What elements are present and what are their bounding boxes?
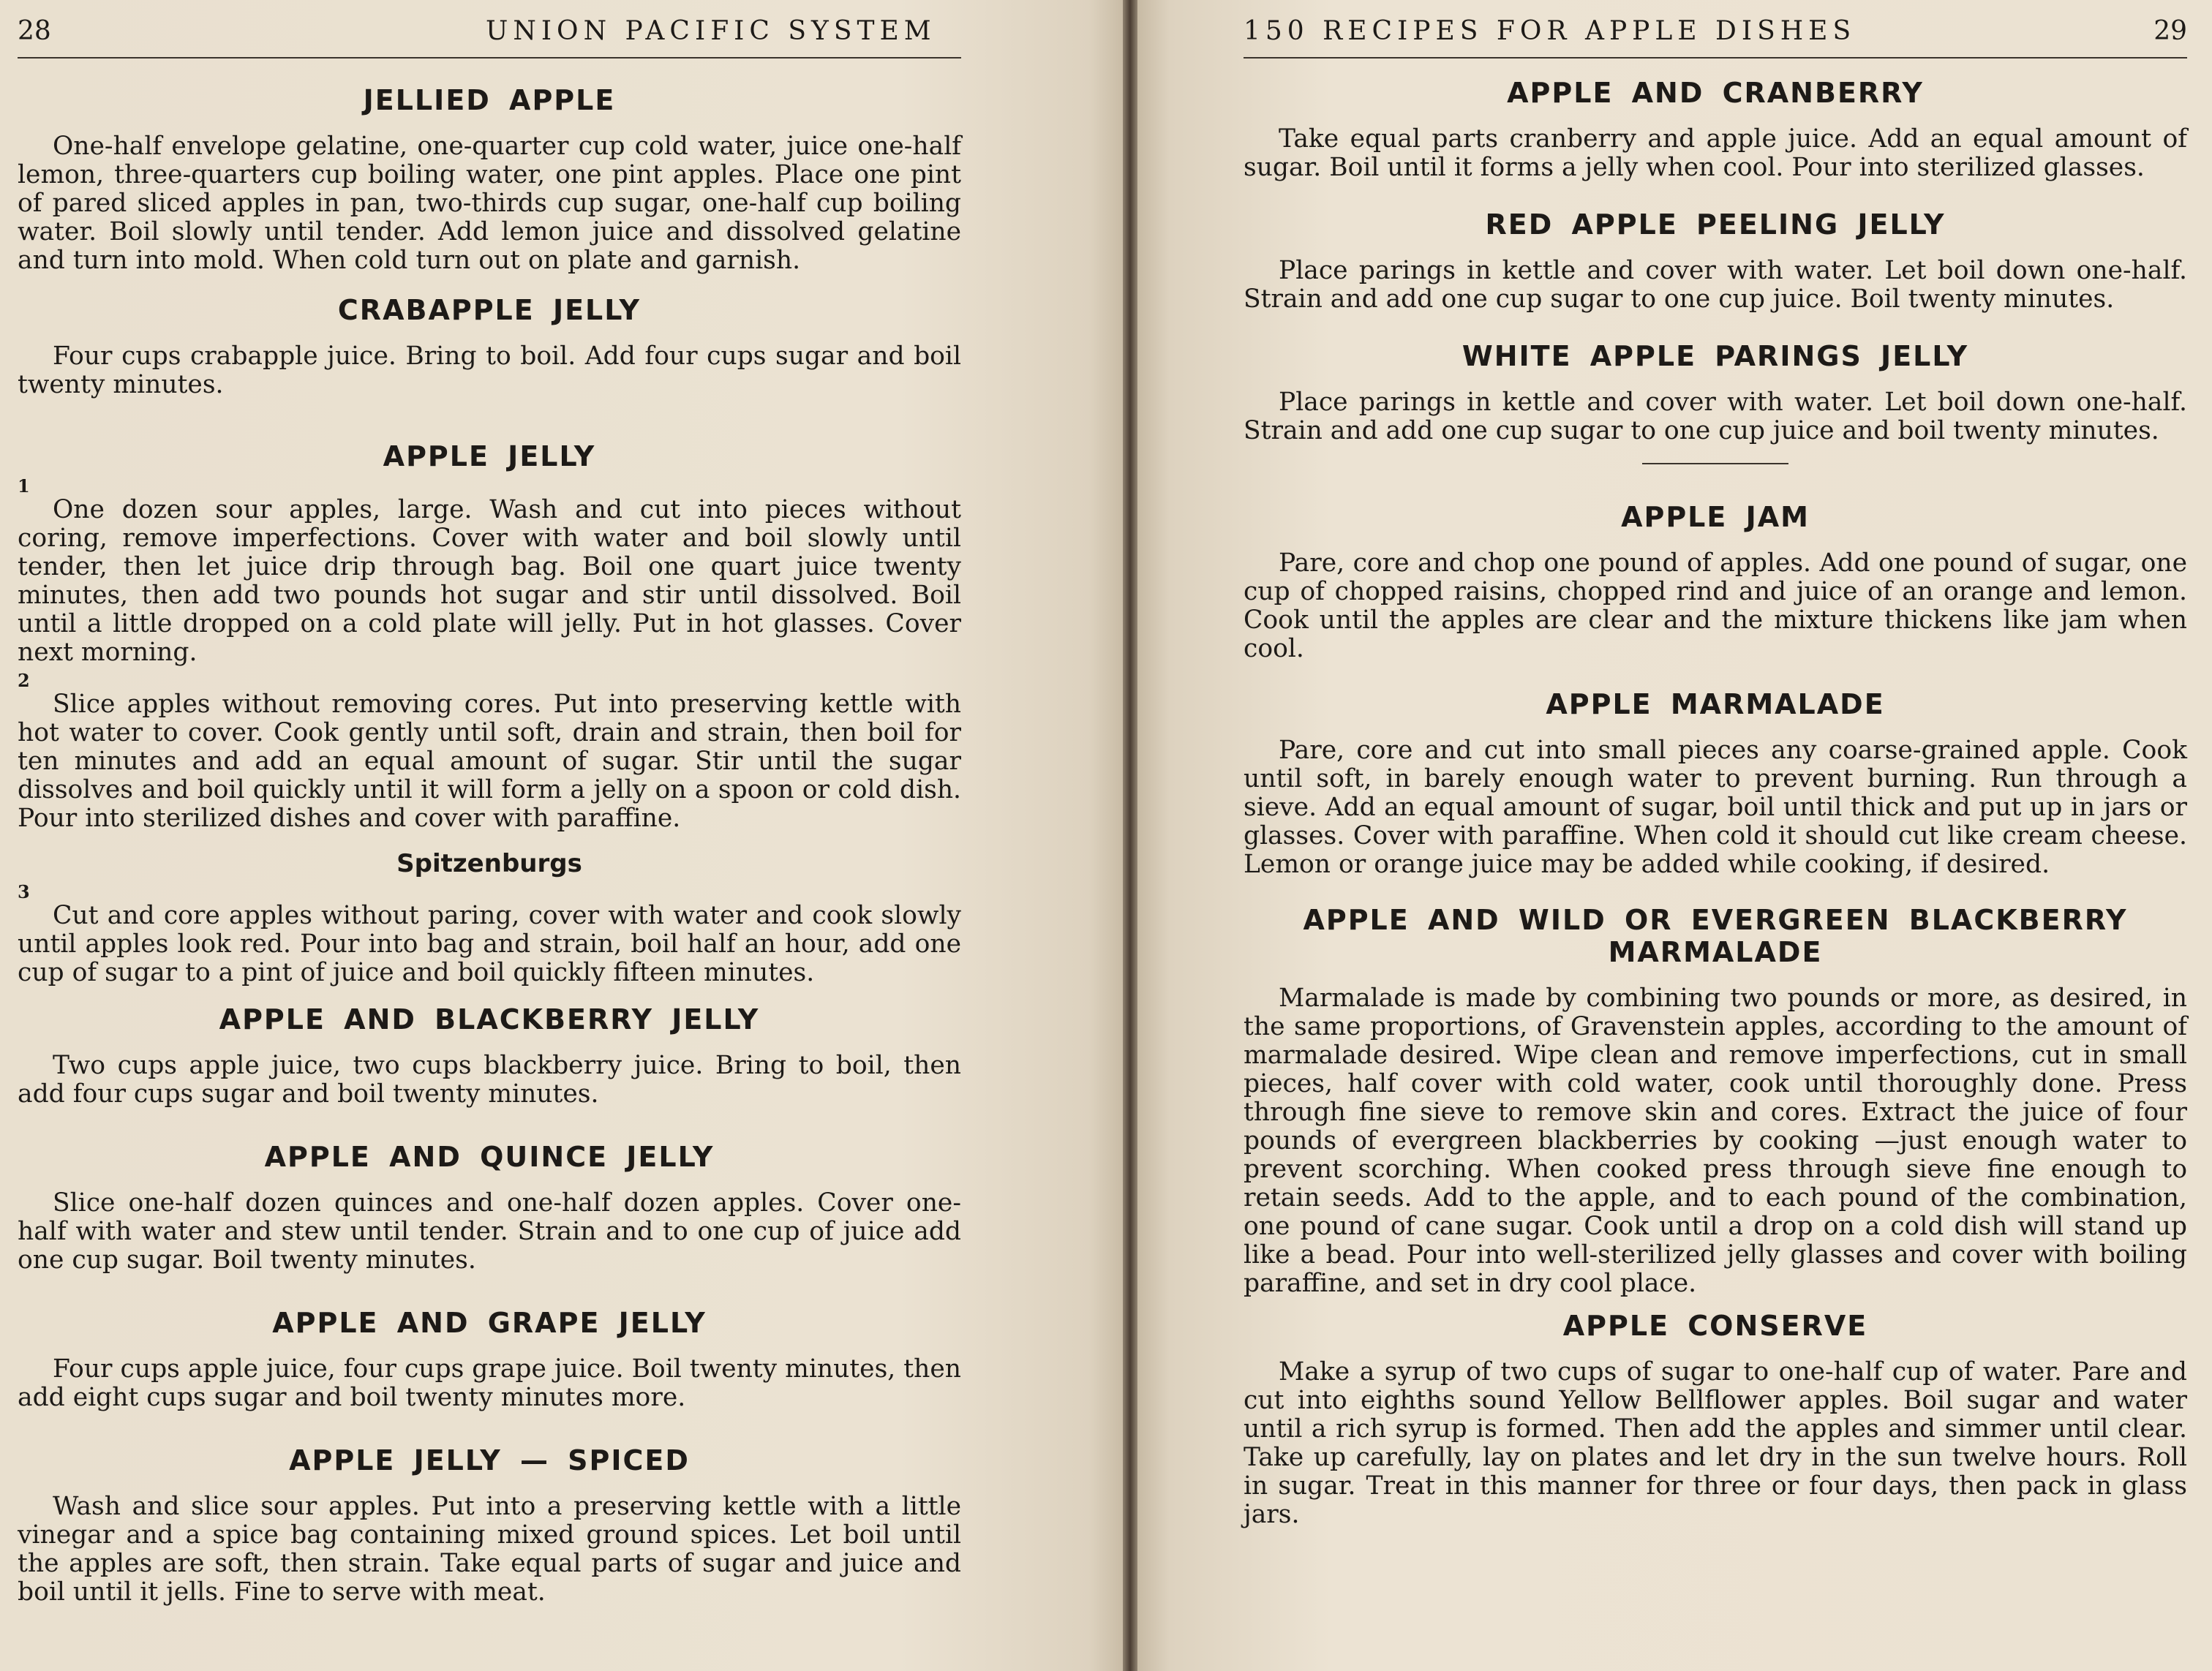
right-page [1137, 0, 2212, 1671]
variant-number: 1 [18, 475, 30, 497]
recipe-text: Wash and slice sour apples. Put into a preserving kettle with a little vinegar and a spice bag containing mixed ground spices. Let boil until the apples are soft, then strain. Take equal parts of sugar and juice and boil until it jells. Fine to serve with meat. [18, 1492, 961, 1607]
recipe-apple-conserve [1244, 1310, 2187, 1529]
recipe-red-apple-peeling-jelly [1244, 208, 2187, 314]
recipe-text: Place parings in kettle and cover with water. Let boil down one-half. Strain and add one cup sugar to one cup juice and boil twenty minutes. [1244, 388, 2187, 445]
recipe-title: APPLE JELLY [383, 440, 596, 472]
recipe-apple-blackberry-marmalade [1244, 904, 2187, 1298]
recipe-text: One-half envelope gelatine, one-quarter cup cold water, juice one-half lemon, three-quarters cup boiling water, one pint apples. Place one pint of pared sliced apples in pan, two-thirds cup sugar, one-half cup boiling water. Boil slowly until tender. Add lemon juice and dissolved gelatine and turn into mold. When cold turn out on plate and garnish. [18, 132, 961, 275]
recipe-title: APPLE CONSERVE [1562, 1310, 1868, 1342]
recipe-apple-quince-jelly [18, 1141, 961, 1275]
recipe-title: JELLIED APPLE [363, 84, 616, 116]
book-gutter [1123, 0, 1137, 1671]
recipe-text: One dozen sour apples, large. Wash and cut into pieces without coring, remove imperfections. Cover with water and boil slowly until tender, then let juice drip through bag. Boil one quart juice twenty minutes, then add two pounds hot sugar and stir until dissolved. Boil until a little dropped on a cold plate will jelly. Put in hot glasses. Cover next morning. [18, 495, 961, 667]
left-running-head [18, 15, 961, 59]
page-number-left: 28 [18, 16, 51, 46]
right-content [1244, 77, 2187, 1561]
recipe-title: APPLE JELLY — SPICED [289, 1444, 690, 1476]
recipe-apple-jelly [18, 440, 961, 987]
variant-number: 2 [18, 670, 30, 691]
recipe-text: Marmalade is made by combining two pounds or more, as desired, in the same proportions, of Gravenstein apples, according to the amount of marmalade desired. Wipe clean and remove imperfections, cut in small pieces, half cover with cold water, cook until thoroughly done. Press through fine sieve to remove skin and cores. Extract the juice of four pounds of evergreen blackberries by cooking —just enough water to prevent scorching. When cooked press through sieve fine enough to retain seeds. Add to the apple, and to each pound of the combination, one pound of cane sugar. Cook until a drop on a cold dish will stand up like a bead. Pour into well-sterilized jelly glasses and cover with boiling paraffine, and set in dry cool place. [1244, 984, 2187, 1298]
recipe-title: APPLE JAM [1621, 501, 1810, 533]
recipe-title: APPLE AND WILD OR EVERGREEN BLACKBERRY MARMALADE [1303, 904, 2128, 968]
recipe-apple-jam [1244, 501, 2187, 663]
running-title-right: 150 RECIPES FOR APPLE DISHES [1244, 16, 1856, 46]
recipe-apple-blackberry-jelly [18, 1003, 961, 1109]
recipe-jellied-apple [18, 84, 961, 275]
variant-number: 3 [18, 881, 30, 902]
recipe-title: APPLE AND BLACKBERRY JELLY [219, 1003, 760, 1036]
section-divider [1642, 463, 1788, 464]
recipe-apple-jelly-spiced [18, 1444, 961, 1607]
recipe-text: Take equal parts cranberry and apple juice. Add an equal amount of sugar. Boil until it forms a jelly when cool. Pour into sterilized glasses. [1244, 124, 2187, 182]
recipe-text: Four cups apple juice, four cups grape juice. Boil twenty minutes, then add eight cups sugar and boil twenty minutes more. [18, 1354, 961, 1412]
recipe-title: APPLE AND QUINCE JELLY [264, 1141, 715, 1173]
left-content [18, 84, 961, 1639]
recipe-text: Slice one-half dozen quinces and one-half dozen apples. Cover one-half with water and stew until tender. Strain and to one cup of juice add one cup sugar. Boil twenty minutes. [18, 1188, 961, 1275]
page-number-right: 29 [2153, 16, 2187, 46]
recipe-apple-cranberry [1244, 77, 2187, 182]
recipe-text: Place parings in kettle and cover with water. Let boil down one-half. Strain and add one cup sugar to one cup juice. Boil twenty minutes. [1244, 256, 2187, 314]
recipe-text: Pare, core and cut into small pieces any coarse-grained apple. Cook until soft, in barely enough water to prevent burning. Run through a sieve. Add an equal amount of sugar, boil until thick and put up in jars or glasses. Cover with paraffine. When cold it should cut like cream cheese. Lemon or orange juice may be added while cooking, if desired. [1244, 736, 2187, 879]
recipe-title: APPLE AND GRAPE JELLY [272, 1307, 707, 1339]
right-running-head [1244, 15, 2187, 59]
recipe-title: APPLE AND CRANBERRY [1507, 77, 1924, 109]
recipe-text: Slice apples without removing cores. Put into preserving kettle with hot water to cover. Cook gently until soft, drain and strain, then boil for ten minutes and add an equal amount of sugar. Stir until the sugar dissolves and boil quickly until it will form a jelly on a spoon or cold dish. Pour into sterilized dishes and cover with paraffine. [18, 690, 961, 833]
recipe-text: Cut and core apples without paring, cover with water and cook slowly until apples look red. Pour into bag and strain, boil half an hour, add one cup of sugar to a pint of juice and boil quickly fifteen minutes. [18, 901, 961, 987]
recipe-apple-marmalade [1244, 688, 2187, 879]
recipe-subtitle: Spitzenburgs [396, 849, 582, 878]
running-title-left: UNION PACIFIC SYSTEM [486, 16, 936, 46]
recipe-apple-grape-jelly [18, 1307, 961, 1412]
recipe-title: RED APPLE PEELING JELLY [1485, 208, 1946, 241]
recipe-text: Pare, core and chop one pound of apples. Add one pound of sugar, one cup of chopped raisins, chopped rind and juice of an orange and lemon. Cook until the apples are clear and the mixture thickens like jam when cool. [1244, 548, 2187, 663]
recipe-text: Four cups crabapple juice. Bring to boil. Add four cups sugar and boil twenty minutes. [18, 342, 961, 399]
recipe-crabapple-jelly [18, 294, 961, 399]
recipe-text: Make a syrup of two cups of sugar to one-half cup of water. Pare and cut into eighths sound Yellow Bellflower apples. Boil sugar and water until a rich syrup is formed. Then add the apples and simmer until clear. Take up carefully, lay on plates and let dry in the sun twelve hours. Roll in sugar. Treat in this manner for three or four days, then pack in glass jars. [1244, 1357, 2187, 1529]
recipe-text: Two cups apple juice, two cups blackberry juice. Bring to boil, then add four cups sugar and boil twenty minutes. [18, 1051, 961, 1109]
recipe-white-apple-parings-jelly [1244, 340, 2187, 445]
recipe-title: APPLE MARMALADE [1546, 688, 1885, 720]
recipe-title: WHITE APPLE PARINGS JELLY [1462, 340, 1969, 372]
recipe-title: CRABAPPLE JELLY [337, 294, 642, 326]
